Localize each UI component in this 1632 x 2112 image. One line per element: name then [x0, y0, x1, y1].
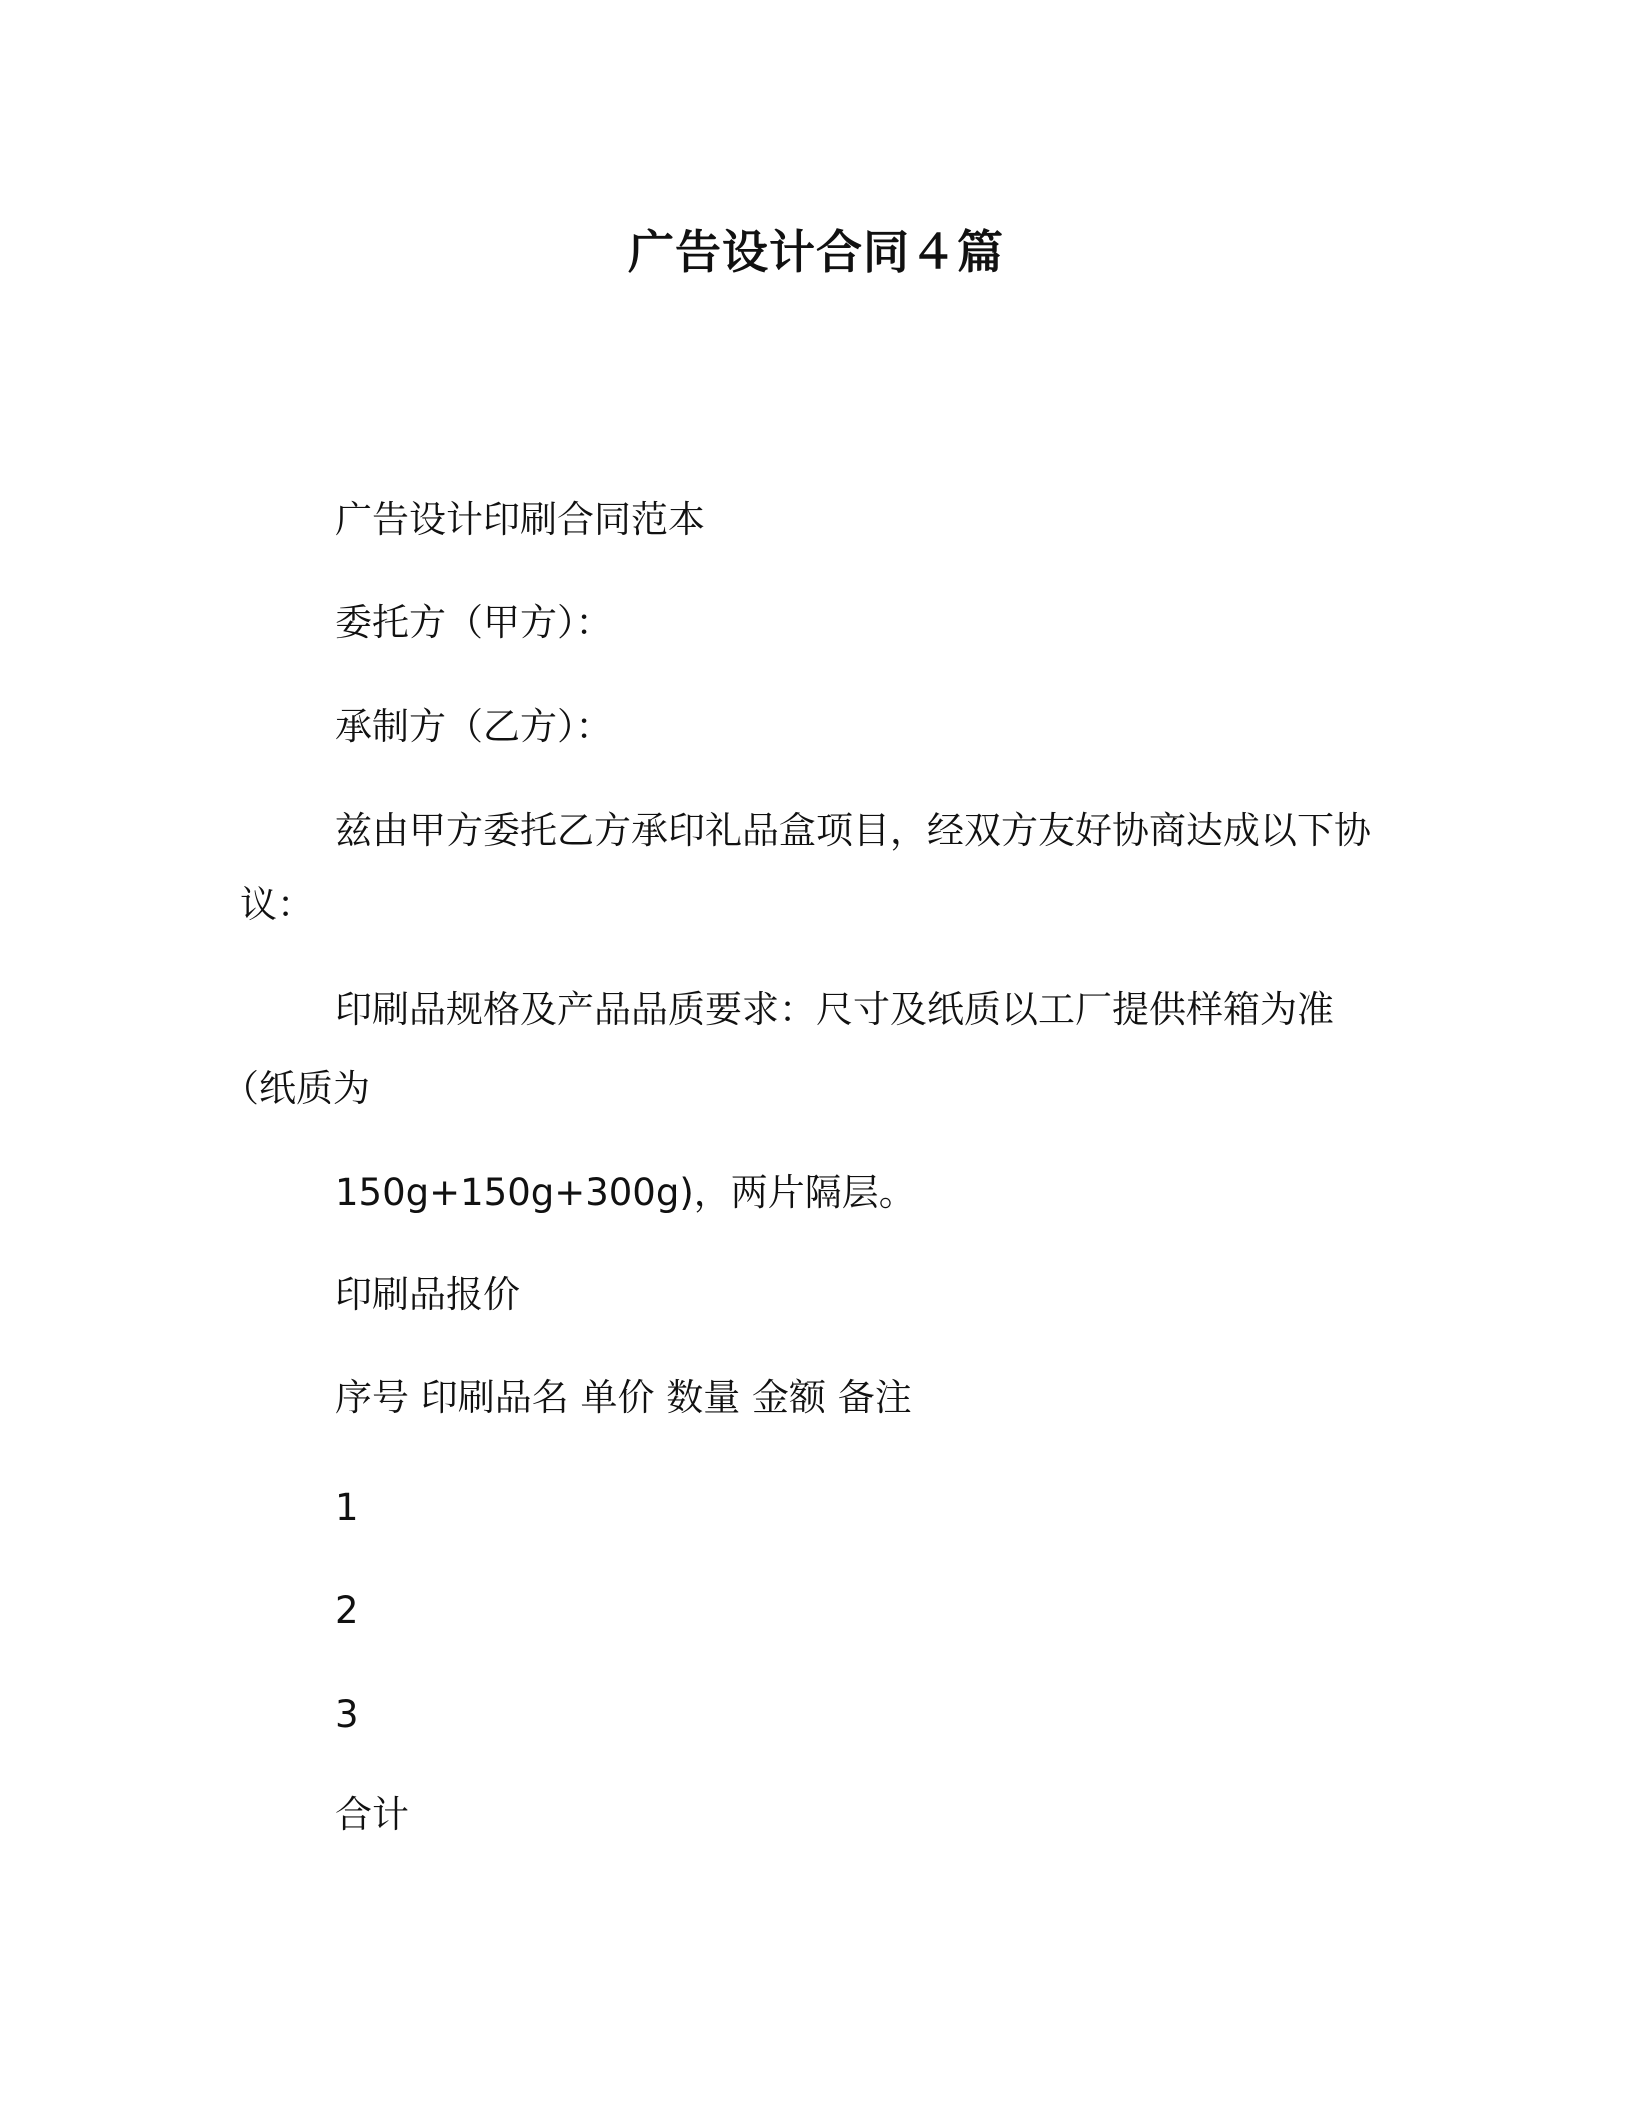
- contract-subtitle: 广告设计印刷合同范本: [335, 498, 705, 541]
- table-row-number: 3: [335, 1693, 359, 1736]
- quote-heading: 印刷品报价: [335, 1273, 520, 1316]
- document-title: 广告设计合同４篇: [628, 225, 1004, 279]
- spec-paragraph-line-2: （纸质为: [222, 1067, 370, 1110]
- table-header: 序号 印刷品名 单价 数量 金额 备注: [335, 1376, 912, 1419]
- total-label: 合计: [335, 1793, 409, 1836]
- party-a-label: 委托方（甲方）：: [335, 601, 613, 644]
- party-b-label: 承制方（乙方）：: [335, 705, 613, 748]
- spec-paragraph-line-1: 印刷品规格及产品品质要求：尺寸及纸质以工厂提供样箱为准: [335, 988, 1334, 1031]
- spec-paragraph-line-3: 150g+150g+300g)，两片隔层。: [335, 1171, 916, 1214]
- intro-paragraph-line-2: 议：: [240, 883, 314, 926]
- table-row-number: 1: [335, 1486, 359, 1529]
- intro-paragraph-line-1: 兹由甲方委托乙方承印礼品盒项目，经双方友好协商达成以下协: [335, 809, 1371, 852]
- table-row-number: 2: [335, 1589, 359, 1632]
